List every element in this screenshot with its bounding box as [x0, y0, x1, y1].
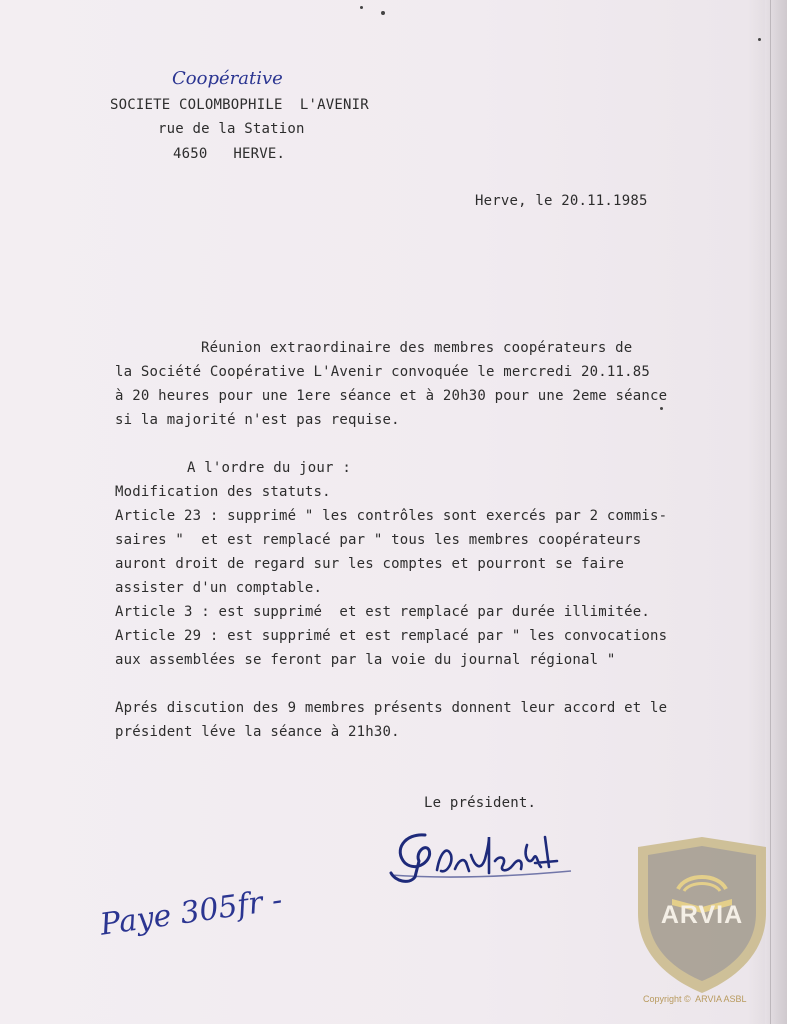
intro-line-2: la Société Coopérative L'Avenir convoquée le mercredi 20.11.85 — [115, 364, 650, 380]
agenda-line-3: saires " et est remplacé par " tous les membres coopérateurs — [115, 532, 642, 548]
org-name: SOCIETE COLOMBOPHILE L'AVENIR — [110, 97, 369, 113]
conclusion-line-1: Aprés discution des 9 membres présents donnent leur accord et le — [115, 700, 668, 716]
agenda-line-5: assister d'un comptable. — [115, 580, 323, 596]
paper-speck — [758, 38, 761, 41]
agenda-line-1: Modification des statuts. — [115, 484, 331, 500]
intro-line-4: si la majorité n'est pas requise. — [115, 412, 400, 428]
paper-speck — [360, 6, 363, 9]
org-street: rue de la Station — [158, 121, 305, 137]
agenda-line-6: Article 3 : est supprimé et est remplacé par durée illimitée. — [115, 604, 650, 620]
agenda-title: A l'ordre du jour : — [187, 460, 351, 476]
handwritten-cooperative-note: Coopérative — [172, 68, 283, 89]
paper-speck — [660, 407, 663, 410]
agenda-line-4: auront droit de regard sur les comptes et pourront se faire — [115, 556, 625, 572]
conclusion-line-2: président léve la séance à 21h30. — [115, 724, 400, 740]
date-line: Herve, le 20.11.1985 — [475, 193, 648, 209]
logo-text: ARVIA — [660, 901, 744, 929]
agenda-line-2: Article 23 : supprimé " les contrôles sont exercés par 2 commis- — [115, 508, 668, 524]
paper-speck — [381, 11, 385, 15]
org-city: 4650 HERVE. — [173, 146, 286, 162]
signature-title: Le président. — [424, 795, 537, 811]
intro-line-1: Réunion extraordinaire des membres coopérateurs de — [201, 340, 633, 356]
copyright-notice: Copyright © ARVIA ASBL — [643, 994, 747, 1004]
agenda-line-7: Article 29 : est supprimé et est remplacé par " les convocations — [115, 628, 668, 644]
intro-line-3: à 20 heures pour une 1ere séance et à 20h30 pour une 2eme séance — [115, 388, 668, 404]
agenda-line-8: aux assemblées se feront par la voie du journal régional " — [115, 652, 616, 668]
president-signature — [385, 815, 580, 890]
handwritten-payment-note: Paye 305fr - — [98, 882, 285, 943]
